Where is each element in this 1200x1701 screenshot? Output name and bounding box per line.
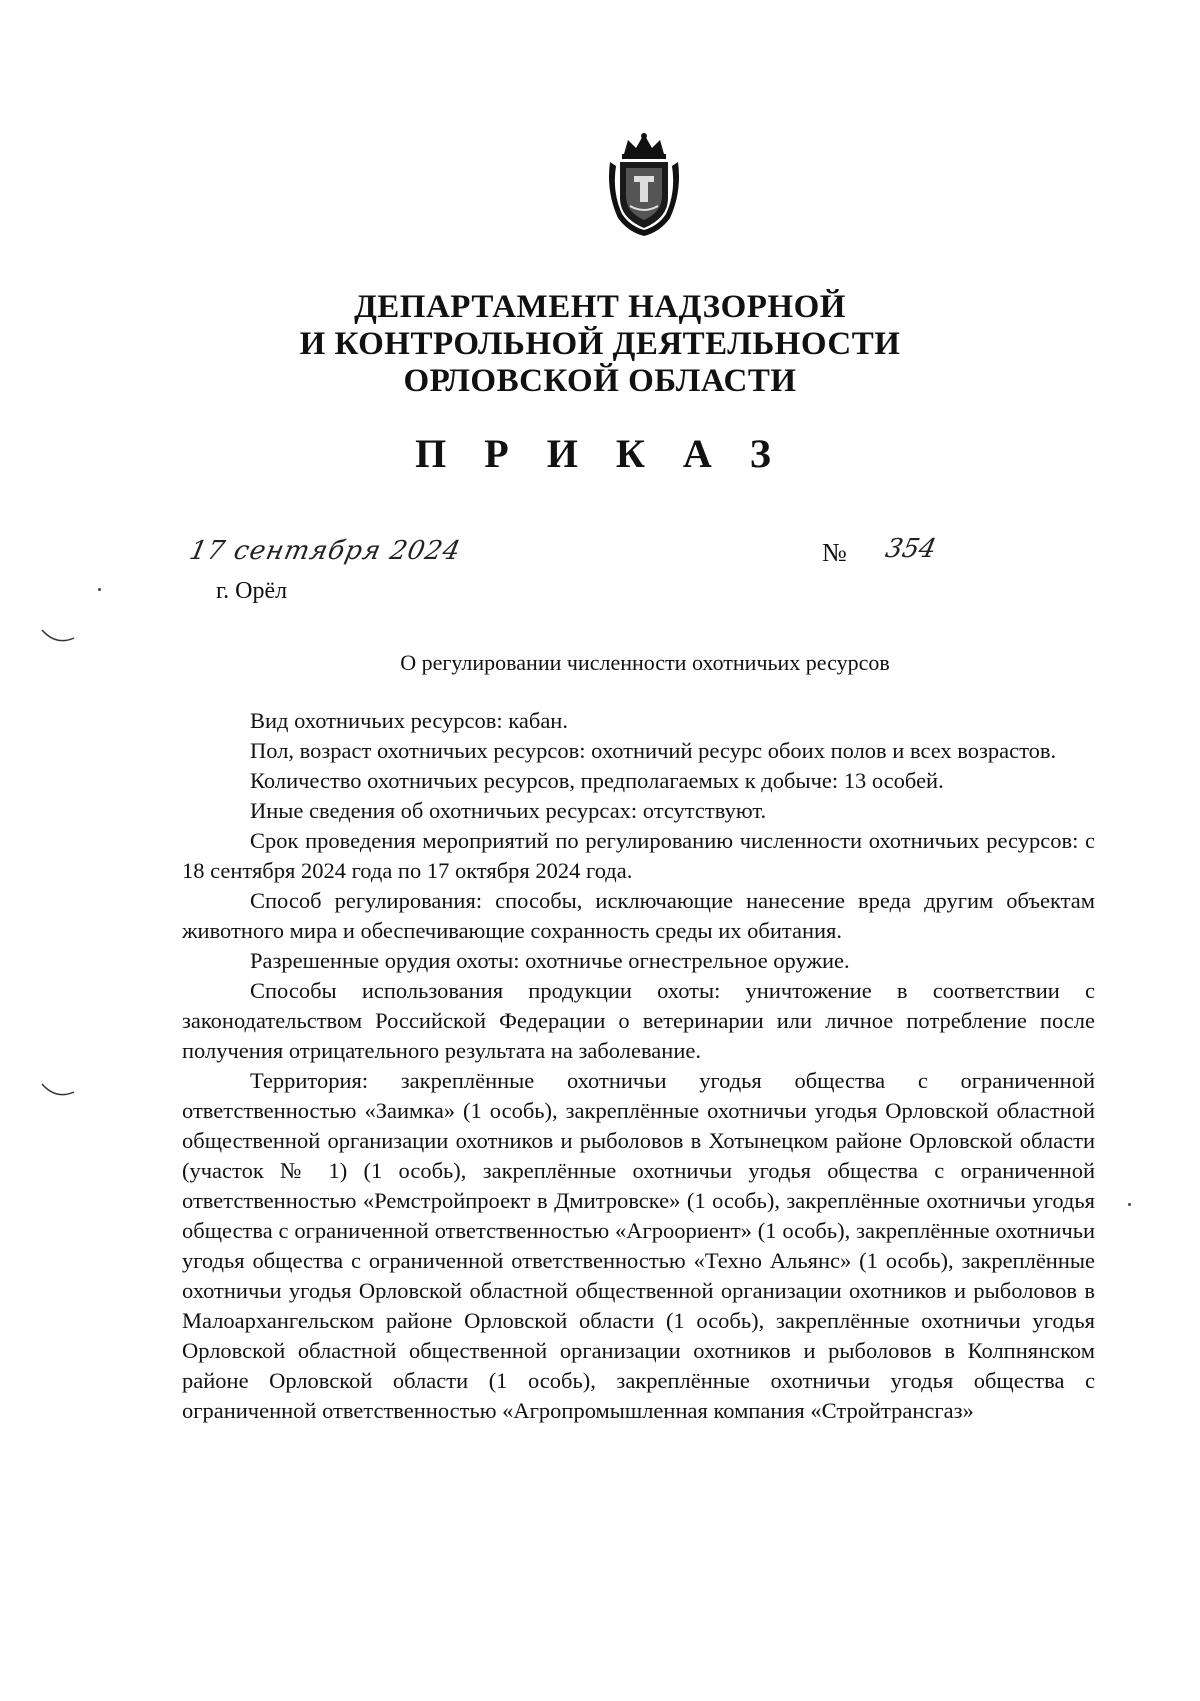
- order-title: П Р И К А З: [415, 431, 785, 476]
- handwritten-order-number: 354: [882, 534, 939, 564]
- handwritten-date: 17 сентября 2024: [186, 536, 464, 566]
- scan-hole-mark: [40, 628, 76, 646]
- department-title-line-1: ДЕПАРТАМЕНТ НАДЗОРНОЙ: [354, 289, 846, 325]
- number-sign: №: [822, 538, 847, 567]
- paragraph-quantity: Количество охотничьих ресурсов, предполагаемых к добыче: 13 особей.: [250, 768, 944, 793]
- order-subject: О регулировании численности охотничьих ресурсов: [400, 650, 890, 675]
- coat-of-arms-icon: [604, 132, 684, 238]
- city-label: г. Орёл: [216, 578, 288, 604]
- scan-dot: [1128, 1203, 1131, 1206]
- paragraph-other-info: Иные сведения об охотничьих ресурсах: отсутствуют.: [250, 798, 767, 823]
- paragraph-territory: Территория: закреплённые охотничьи угодья общества с ограниченной ответственностью «Заимка» (1 особь), закреплённые охотничьи угодья Орловской областной общественной организации охотников и рыболовов в Хотынецком районе Орловской области (участок № 1) (1 особь), закреплённые охотничьи угодья общества с ограниченной ответственностью «Ремстройпроект в Дмитровске» (1 особь), закреплённые охотничьи угодья общества с ограниченной ответственностью «Агроориент» (1 особь), закреплённые охотничьи угодья общества с ограниченной ответственностью «Техно Альянс» (1 особь), закреплённые охотничьи угодья Орловской областной общественной организации охотников и рыболовов в Малоархангельском районе Орловской области (1 особь), закреплённые охотничьи угодья Орловской областной общественной организации охотников и рыболовов в Колпнянском районе Орловской области (1 особь), закреплённые охотничьи угодья общества с ограниченной ответственностью «Агропромышленная компания «Стройтрансгаз»: [182, 1068, 1095, 1423]
- scan-hole-mark: [40, 1082, 76, 1100]
- paragraph-product-use: Способы использования продукции охоты: уничтожение в соответствии с законодательством Российской Федерации о ветеринарии или личное потребление после получения отрицательного результата на заболевание.: [182, 978, 1095, 1063]
- paragraph-method: Способ регулирования: способы, исключающие нанесение вреда другим объектам животного мира и обеспечивающие сохранность среды их обитания.: [182, 888, 1095, 943]
- paragraph-weapons: Разрешенные орудия охоты: охотничье огнестрельное оружие.: [250, 948, 850, 973]
- department-title-line-2: И КОНТРОЛЬНОЙ ДЕЯТЕЛЬНОСТИ: [299, 326, 901, 362]
- scan-dot: [98, 588, 101, 591]
- order-body: [182, 706, 1095, 1426]
- paragraph-sex-age: Пол, возраст охотничьих ресурсов: охотничий ресурс обоих полов и всех возрастов.: [250, 738, 1057, 763]
- paragraph-resource-type: Вид охотничьих ресурсов: кабан.: [250, 708, 568, 733]
- department-title-line-3: ОРЛОВСКОЙ ОБЛАСТИ: [403, 363, 797, 399]
- paragraph-period: Срок проведения мероприятий по регулированию численности охотничьих ресурсов: с 18 сентября 2024 года по 17 октября 2024 года.: [182, 828, 1095, 883]
